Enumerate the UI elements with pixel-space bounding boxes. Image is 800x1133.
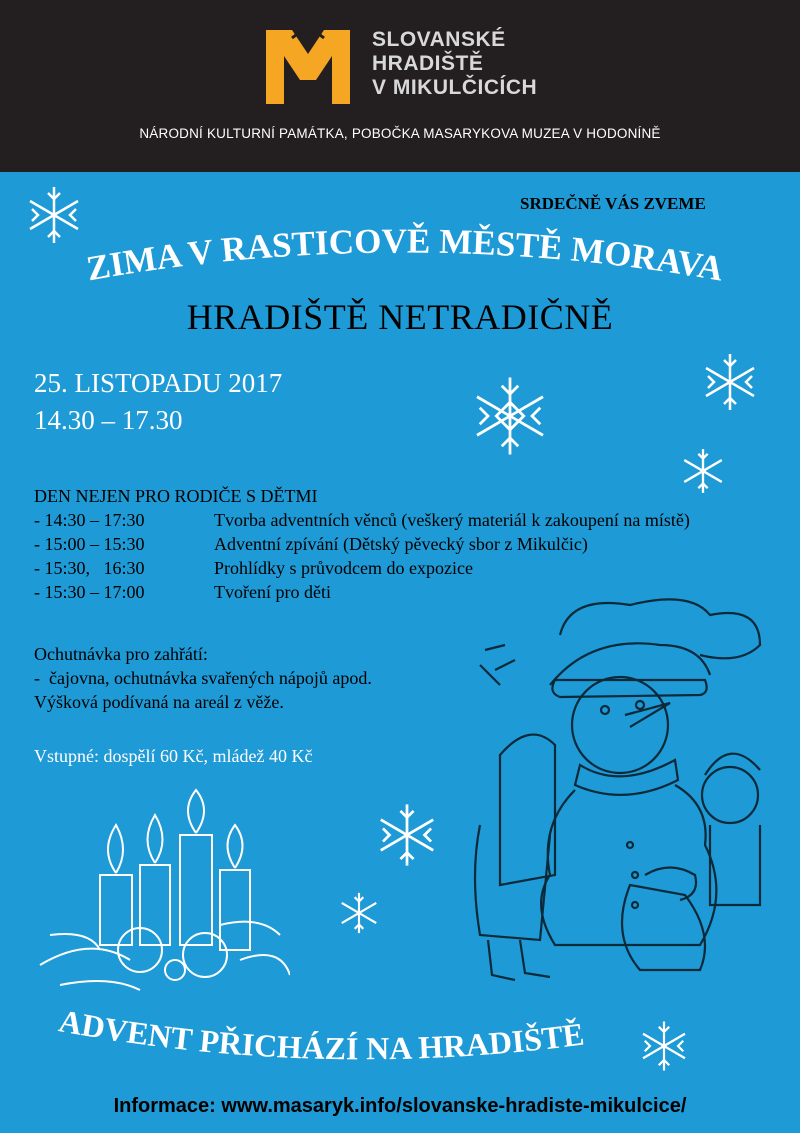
tasting [34, 642, 372, 714]
snowflake-icon [22, 183, 86, 247]
advent-wreath-illustration [30, 785, 290, 1005]
program-time: - 15:30, 16:30 [34, 558, 145, 578]
logo-line: V MIKULČICÍCH [372, 76, 538, 99]
logo-text [372, 28, 537, 100]
title-arc-text: ZIMA V RASTICOVĚ MĚSTĚ MORAVA [83, 221, 727, 289]
program-text: Tvorba adventních věnců (veškerý materiál k zakoupení na místě) [214, 510, 690, 530]
date-line: 25. LISTOPADU 2017 [34, 368, 283, 398]
svg-text:ADVENT PŘICHÁZÍ NA HRADIŠTĚ [56, 1002, 586, 1066]
program-time: - 14:30 – 17:30 [34, 510, 145, 530]
program-item [34, 532, 690, 556]
program-heading: DEN NEJEN PRO RODIČE S DĚTMI [34, 486, 318, 506]
header-band [0, 0, 800, 172]
bottom-arc [0, 985, 800, 1095]
program-text: Prohlídky s průvodcem do expozice [214, 558, 473, 578]
info-link[interactable]: Informace: www.masaryk.info/slovanske-hradiste-mikulcice/ [113, 1095, 687, 1117]
logo-line: HRADIŠTĚ [372, 52, 484, 75]
title-arc [0, 195, 800, 305]
event-title: HRADIŠTĚ NETRADIČNĚ [186, 297, 614, 337]
event-date [34, 365, 282, 439]
entry-price: Vstupné: dospělí 60 Kč, mládež 40 Kč [34, 746, 313, 766]
program-text: Adventní zpívání (Dětský pěvecký sbor z Mikulčic) [214, 534, 588, 554]
snowflake-icon [698, 350, 762, 414]
program-time: - 15:00 – 15:30 [34, 534, 145, 554]
invite-text: SRDEČNĚ VÁS ZVEME [520, 194, 706, 213]
tasting-heading: Ochutnávka pro zahřátí: [34, 644, 208, 664]
snowflake-icon [372, 800, 442, 870]
program-text: Tvoření pro děti [214, 582, 331, 602]
snowflake-icon [466, 372, 554, 460]
snowflake-icon [336, 890, 382, 936]
tasting-line: - čajovna, ochutnávka svařených nápojů apod. [34, 668, 372, 688]
logo-line: SLOVANSKÉ [372, 28, 506, 51]
museum-logo [262, 26, 354, 108]
snowman-illustration [460, 575, 790, 1005]
time-line: 14.30 – 17.30 [34, 405, 183, 435]
snowflake-icon [678, 446, 728, 496]
header-subtitle: NÁRODNÍ KULTURNÍ PAMÁTKA, POBOČKA MASARYKOVA MUZEA V HODONÍNĚ [139, 126, 661, 141]
program-item [34, 508, 690, 532]
bottom-arc-text: ADVENT PŘICHÁZÍ NA HRADIŠTĚ [56, 1002, 587, 1067]
tasting-line: Výšková podívaná na areál z věže. [34, 692, 284, 712]
svg-text:ZIMA V RASTICOVĚ MĚSTĚ MORAVA [84, 220, 727, 288]
program-time: - 15:30 – 17:00 [34, 582, 145, 602]
